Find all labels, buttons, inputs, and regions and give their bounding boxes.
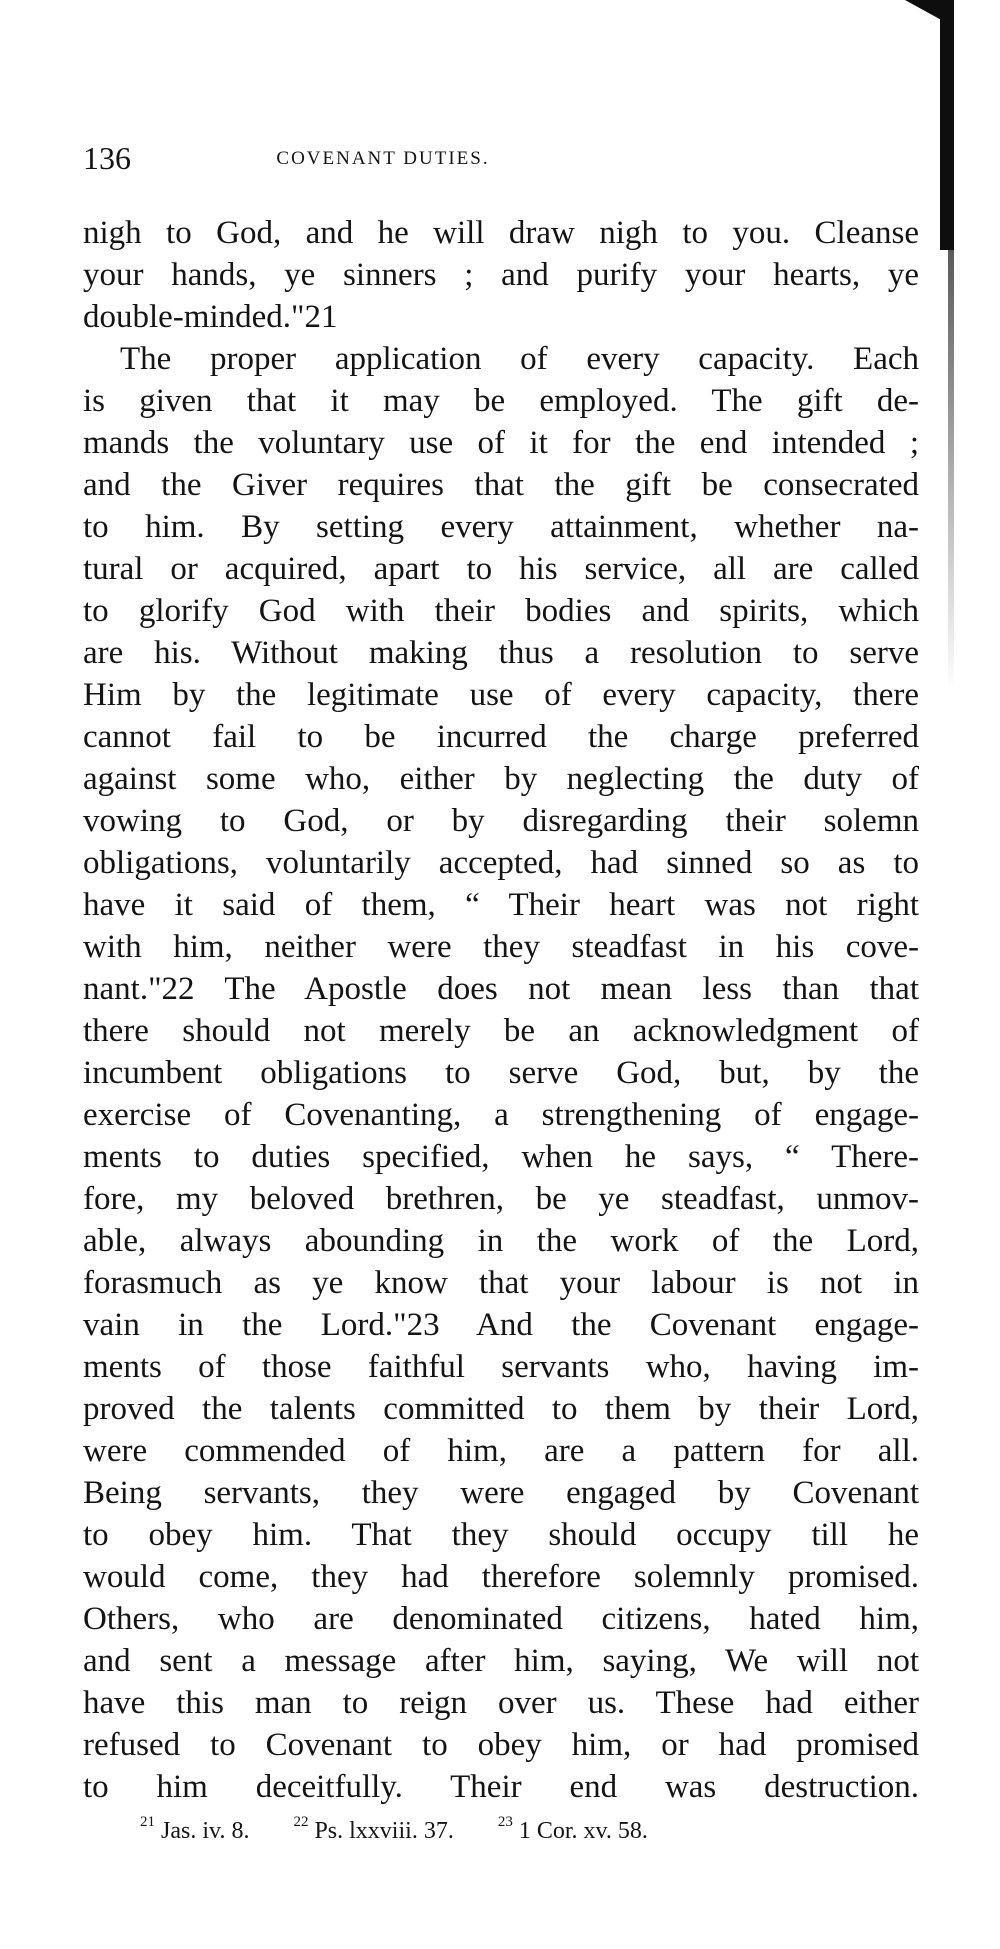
text-line: against some who, either by neglecting the duty of: [83, 761, 919, 797]
text-line: to glorify God with their bodies and spirits, which: [83, 593, 919, 629]
text-line: cannot fail to be incurred the charge preferred: [83, 719, 919, 755]
footnote-mark: 21: [140, 1814, 155, 1830]
text-line: mands the voluntary use of it for the end intended ;: [83, 425, 919, 461]
text-line: fore, my beloved brethren, be ye steadfast, unmov-: [83, 1181, 919, 1217]
text-line: nant."22 The Apostle does not mean less than that: [83, 971, 919, 1007]
text-line: with him, neither were they steadfast in his cove-: [83, 929, 919, 965]
text-line: to him. By setting every attainment, whether na-: [83, 509, 919, 545]
text-line: incumbent obligations to serve God, but, by the: [83, 1055, 919, 1091]
text-line: your hands, ye sinners ; and purify your hearts, ye: [83, 257, 919, 293]
page-edge-tip: [905, 0, 945, 22]
footnote: [140, 1814, 250, 1845]
text-line: proved the talents committed to them by their Lord,: [83, 1391, 919, 1427]
running-head: COVENANT DUTIES.: [276, 148, 490, 169]
paragraph-start-line: The proper application of every capacity. Each: [120, 341, 919, 377]
text-line: able, always abounding in the work of the Lord,: [83, 1223, 919, 1259]
text-line: and sent a message after him, saying, We will not: [83, 1643, 919, 1679]
page-edge-fade: [948, 250, 954, 690]
text-line: tural or acquired, apart to his service, all are called: [83, 551, 919, 587]
footnote-mark: 23: [497, 1814, 513, 1830]
text-line: vain in the Lord."23 And the Covenant engage-: [83, 1307, 919, 1343]
text-line: vowing to God, or by disregarding their solemn: [83, 803, 919, 839]
text-line: to him deceitfully. Their end was destruction.: [83, 1769, 919, 1805]
text-line: would come, they had therefore solemnly promised.: [83, 1559, 919, 1595]
text-line: were commended of him, are a pattern for all.: [83, 1433, 919, 1469]
text-line: to obey him. That they should occupy till he: [83, 1517, 919, 1553]
text-line: nigh to God, and he will draw nigh to you. Cleanse: [83, 215, 919, 251]
footnote-text: Jas. iv. 8.: [161, 1818, 250, 1844]
text-line: ments of those faithful servants who, having im-: [83, 1349, 919, 1385]
text-line: have it said of them, “ Their heart was not right: [83, 887, 919, 923]
footnote: [293, 1814, 454, 1845]
text-line: have this man to reign over us. These had either: [83, 1685, 919, 1721]
page-edge-shadow: [940, 0, 954, 250]
body-text: [83, 212, 919, 1808]
footnote-mark: 22: [293, 1814, 309, 1830]
text-line: Him by the legitimate use of every capacity, there: [83, 677, 919, 713]
page-number: 136: [83, 140, 131, 176]
text-line: Others, who are denominated citizens, hated him,: [83, 1601, 919, 1637]
text-line: is given that it may be employed. The gift de-: [83, 383, 919, 419]
text-line: Being servants, they were engaged by Covenant: [83, 1475, 919, 1511]
text-line: exercise of Covenanting, a strengthening of engage-: [83, 1097, 919, 1133]
footnotes: [140, 1814, 686, 1845]
footnote-text: Ps. lxxviii. 37.: [314, 1818, 454, 1844]
text-line: ments to duties specified, when he says, “ There-: [83, 1139, 919, 1175]
text-line: obligations, voluntarily accepted, had sinned so as to: [83, 845, 919, 881]
text-line: refused to Covenant to obey him, or had promised: [83, 1727, 919, 1763]
text-line: there should not merely be an acknowledgment of: [83, 1013, 919, 1049]
text-line: double-minded."21: [83, 299, 338, 335]
text-line: forasmuch as ye know that your labour is not in: [83, 1265, 919, 1301]
footnote-text: 1 Cor. xv. 58.: [518, 1818, 648, 1844]
text-line: and the Giver requires that the gift be consecrated: [83, 467, 919, 503]
page-header: [83, 140, 923, 180]
text-line: are his. Without making thus a resolution to serve: [83, 635, 919, 671]
footnote: [497, 1814, 648, 1845]
